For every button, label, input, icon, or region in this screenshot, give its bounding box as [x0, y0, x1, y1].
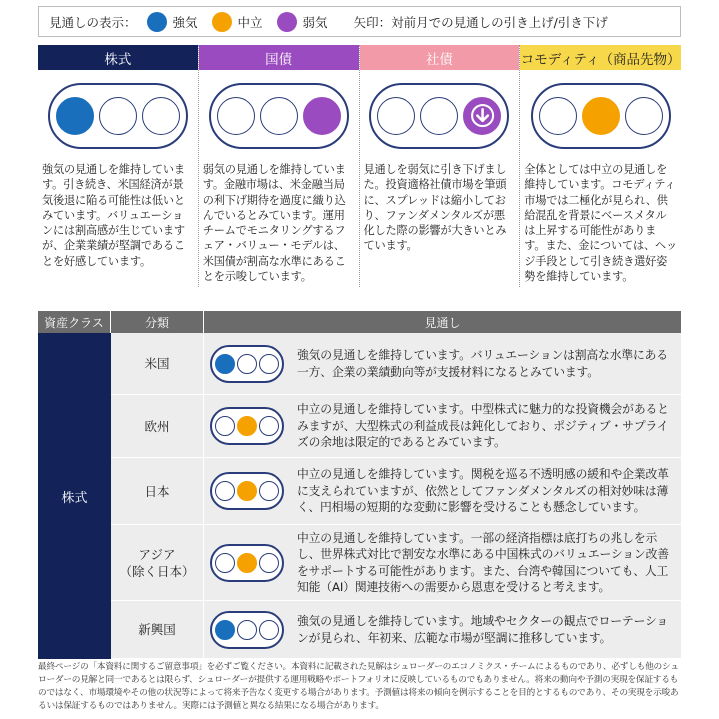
lamp-off	[237, 620, 257, 640]
equity-outlook-table	[38, 311, 681, 659]
legend-title: 見通しの表示：	[49, 14, 137, 30]
row-category: 新興国	[111, 601, 204, 658]
lamp-off	[259, 620, 279, 640]
legend-weak-label: 弱気	[302, 14, 328, 30]
signal-light-icon	[369, 83, 509, 149]
lamp-off	[259, 481, 279, 501]
row-category: 欧州	[111, 395, 204, 457]
signal-light-icon	[210, 472, 284, 510]
table-row	[111, 525, 681, 601]
legend-arrow-note: 矢印：対前月での見通しの引き上げ/引き下げ	[353, 14, 608, 30]
lamp-off	[215, 481, 235, 501]
lamp-weak	[303, 97, 341, 135]
arrow-down-icon	[470, 103, 495, 128]
lamp-neutral	[582, 97, 620, 135]
column-commodity	[520, 45, 681, 287]
weak-dot-icon	[277, 12, 297, 32]
row-outlook-text: 中立の見通しを維持しています。一部の経済指標は底打ちの兆しを示し、世界株式対比で割安な水準にある中国株式のバリュエーション改善をサポートする可能性があります。また、台湾や韓国についても、人工知能（AI）関連技術への需要から恩恵を受けると考えます。	[289, 525, 681, 600]
strong-dot-icon	[147, 12, 167, 32]
row-category: アジア （除く日本）	[111, 525, 204, 600]
lamp-off	[260, 97, 298, 135]
asset-class-cell: 株式	[38, 333, 111, 659]
column-outlook-text: 全体としては中立の見通しを維持しています。コモディティ市場では二極化が見られ、供給混乱を背景にベースメタルは上昇する可能性があります。また、金については、ヘッジ手段として引き続き選好姿勢を維持しています。	[524, 163, 677, 284]
header-asset-class: 資産クラス	[38, 311, 111, 333]
column-title: 株式	[38, 45, 198, 70]
lamp-off	[377, 97, 415, 135]
lamp-neutral	[237, 553, 257, 573]
table-header	[38, 311, 681, 333]
disclaimer-footnote: 最終ページの「本資料に関するご留意事項」を必ずご覧ください。本資料に記載された見解はシュローダーのエコノミクス・チームによるものであり、必ずしも他のシュローダーの見解と同一であるとは限らず、シュローダーが提供する運用戦略やポートフォリオに反映しているものでもありません。将来の動向や予測の実現を保証するものではなく、市場環境やその他の状況等によって将来予告なく変更する場合があります。予測値は将来の傾向を例示することを目的とするものであり、その実現を示唆あるいは保証するものではありません。実際には予測値と異なる結果になる場合があります。	[38, 662, 679, 711]
legend-strong-label: 強気	[172, 14, 198, 30]
column-title: コモディティ（商品先物）	[520, 45, 681, 70]
lamp-off	[237, 354, 257, 374]
column-stocks	[38, 45, 199, 287]
header-outlook: 見通し	[424, 315, 461, 330]
row-outlook-text: 中立の見通しを維持しています。中型株式に魅力的な投資機会があるとみますが、大型株式の利益成長は鈍化しており、ポジティブ・サプライズの余地は限定的であるとみています。	[289, 395, 681, 457]
lamp-off	[217, 97, 255, 135]
signal-legend	[38, 6, 681, 37]
column-government-bonds	[199, 45, 360, 287]
signal-light-icon	[210, 544, 284, 582]
column-outlook-text: 見通しを弱気に引き下げました。投資適格社債市場を筆頭に、スプレッドは縮小しており、ファンダメンタルズが悪化した際の影響が大きいとみています。	[363, 163, 507, 253]
neutral-dot-icon	[212, 12, 232, 32]
lamp-off	[142, 97, 180, 135]
lamp-off	[99, 97, 137, 135]
legend-neutral-label: 中立	[237, 14, 263, 30]
lamp-off	[259, 553, 279, 573]
table-row	[111, 458, 681, 525]
signal-light-icon	[209, 83, 349, 149]
row-outlook-text: 中立の見通しを維持しています。関税を巡る不透明感の緩和や企業改革に支えられていますが、依然としてファンダメンタルズの相対妙味は薄く、円相場の短期的な変動に影響を受けることも懸念しています。	[289, 458, 681, 524]
column-outlook-text: 強気の見通しを維持しています。引き続き、米国経済が景気後退に陥る可能性は低いとみています。バリュエーションには割高感が生じていますが、企業業績が堅調であることを好感しています。	[42, 163, 185, 268]
signal-light-icon	[210, 407, 284, 445]
signal-light-icon	[48, 83, 188, 149]
row-outlook-text: 強気の見通しを維持しています。バリュエーションは割高な水準にある一方、企業の業績動向等が支援材料になるとみています。	[289, 333, 681, 394]
column-title: 社債	[360, 45, 520, 70]
row-category: 日本	[111, 458, 204, 524]
column-title: 国債	[199, 45, 359, 70]
lamp-neutral	[237, 481, 257, 501]
table-row	[111, 333, 681, 395]
lamp-strong	[215, 354, 235, 374]
lamp-strong	[215, 620, 235, 640]
header-category: 分類	[111, 311, 204, 333]
column-corporate-bonds	[360, 45, 521, 287]
lamp-weak	[463, 97, 501, 135]
signal-light-icon	[210, 611, 284, 649]
table-row	[111, 395, 681, 458]
asset-class-columns	[38, 45, 681, 287]
lamp-off	[259, 354, 279, 374]
signal-light-icon	[531, 83, 671, 149]
signal-light-icon	[210, 345, 284, 383]
lamp-off	[625, 97, 663, 135]
lamp-neutral	[237, 416, 257, 436]
lamp-off	[259, 416, 279, 436]
column-outlook-text: 弱気の見通しを維持しています。金融市場は、米金融当局の利下げ期待を過度に織り込んでいるとみています。運用チームでモニタリングするフェア・バリュー・モデルは、米国債が割高な水準にあることを示唆しています。	[202, 163, 346, 284]
lamp-off	[420, 97, 458, 135]
lamp-strong	[56, 97, 94, 135]
lamp-off	[215, 553, 235, 573]
table-row	[111, 601, 681, 659]
row-category: 米国	[111, 333, 204, 394]
lamp-off	[215, 416, 235, 436]
lamp-off	[539, 97, 577, 135]
row-outlook-text: 強気の見通しを維持しています。地域やセクターの観点でローテーションが見られ、年初来、広範な市場が堅調に推移しています。	[289, 601, 681, 658]
